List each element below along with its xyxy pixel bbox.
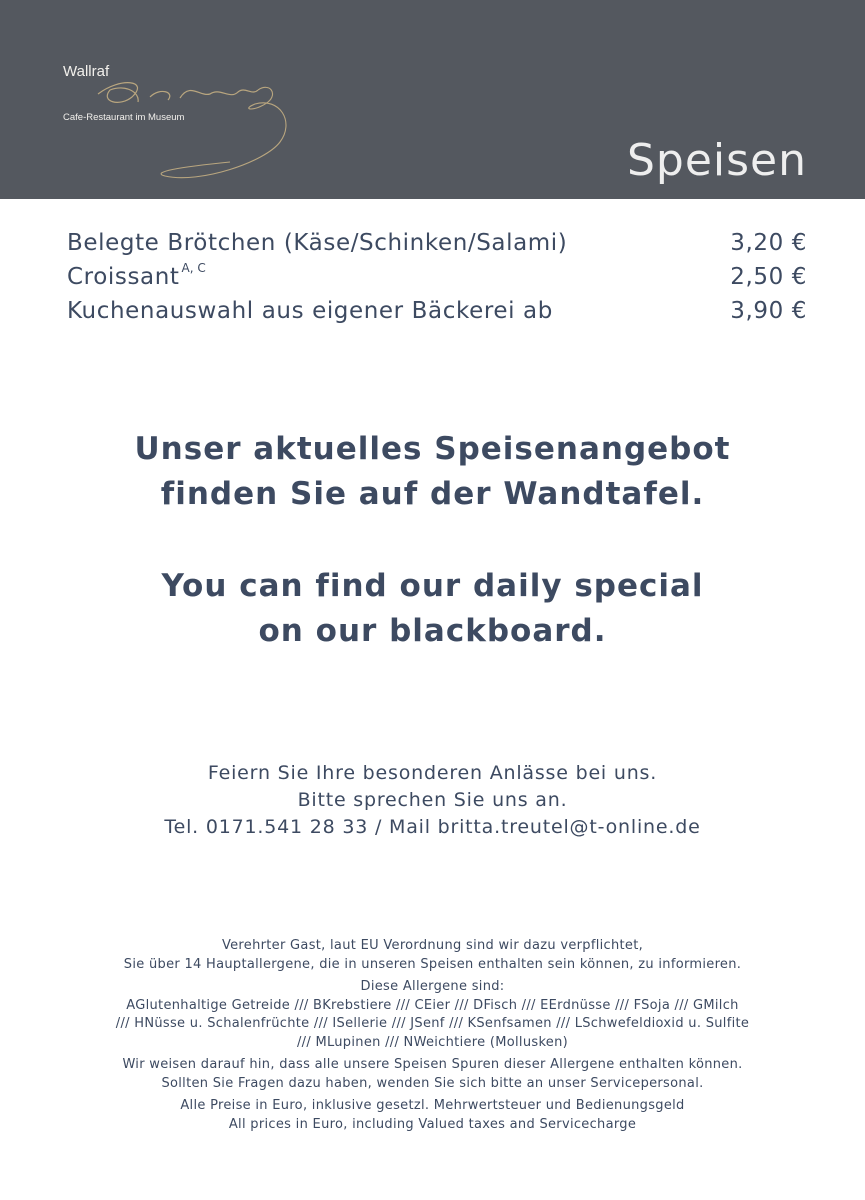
menu-list [67, 230, 807, 332]
notice-line: Unser aktuelles Speisenangebot [134, 431, 731, 467]
allergen-traces: Sollten Sie Fragen dazu haben, wenden Sie sich bitte an unser Servicepersonal. [161, 1075, 704, 1091]
menu-item [67, 230, 807, 264]
notice-line: You can find our daily special [161, 568, 704, 604]
price-note: Alle Preise in Euro, inklusive gesetzl. Mehrwertsteuer und Bedienungsgeld [180, 1098, 685, 1113]
menu-item-name: Kuchenauswahl aus eigener Bäckerei ab [67, 298, 553, 324]
notice-german [0, 427, 865, 517]
logo-signature-icon [80, 72, 300, 184]
contact-info [0, 760, 865, 841]
logo-subtitle: Cafe-Restaurant im Museum [63, 112, 185, 123]
price-note: All prices in Euro, including Valued taxes and Servicecharge [228, 1116, 637, 1132]
contact-line: Bitte sprechen Sie uns an. [297, 789, 568, 811]
notice-line: finden Sie auf der Wandtafel. [160, 476, 705, 512]
contact-line: Feiern Sie Ihre besonderen Anlässe bei uns. [207, 762, 658, 784]
menu-item-price: 3,20 € [730, 230, 807, 256]
allergen-codes: A, C [181, 261, 206, 276]
allergen-list: /// MLupinen /// NWeichtiere (Mollusken) [296, 1034, 569, 1050]
menu-item-name: Belegte Brötchen (Käse/Schinken/Salami) [67, 230, 568, 256]
allergen-heading: Diese Allergene sind: [360, 979, 505, 994]
notice-line: on our blackboard. [258, 613, 607, 649]
allergen-intro: Verehrter Gast, laut EU Verordnung sind wir dazu verpflichtet, [221, 938, 644, 953]
page-title: Speisen [626, 135, 807, 186]
allergen-intro: Sie über 14 Hauptallergene, die in unseren Speisen enthalten sein können, zu informieren. [123, 956, 742, 972]
menu-item [67, 298, 807, 332]
menu-item [67, 261, 807, 298]
logo-wallraf-text: Wallraf [63, 63, 110, 80]
allergen-list: /// HNüsse u. Schalenfrüchte /// ISellerie /// JSenf /// KSenfsamen /// LSchwefeldioxid u. Sulfite [115, 1016, 750, 1031]
allergen-traces: Wir weisen darauf hin, dass alle unsere Speisen Spuren dieser Allergene enthalten können. [122, 1057, 743, 1072]
menu-item-price: 3,90 € [730, 298, 807, 324]
notice-english [0, 564, 865, 654]
contact-line: Tel. 0171.541 28 33 / Mail britta.treutel@t-online.de [164, 816, 701, 838]
menu-item-price: 2,50 € [730, 264, 807, 290]
allergen-info [0, 937, 865, 1134]
allergen-list: AGlutenhaltige Getreide /// BKrebstiere /// CEier /// DFisch /// EErdnüsse /// FSoja /// GMilch [126, 997, 739, 1013]
header-banner [0, 0, 865, 199]
menu-item-name: Croissant $^{A, C}$ [67, 261, 206, 290]
